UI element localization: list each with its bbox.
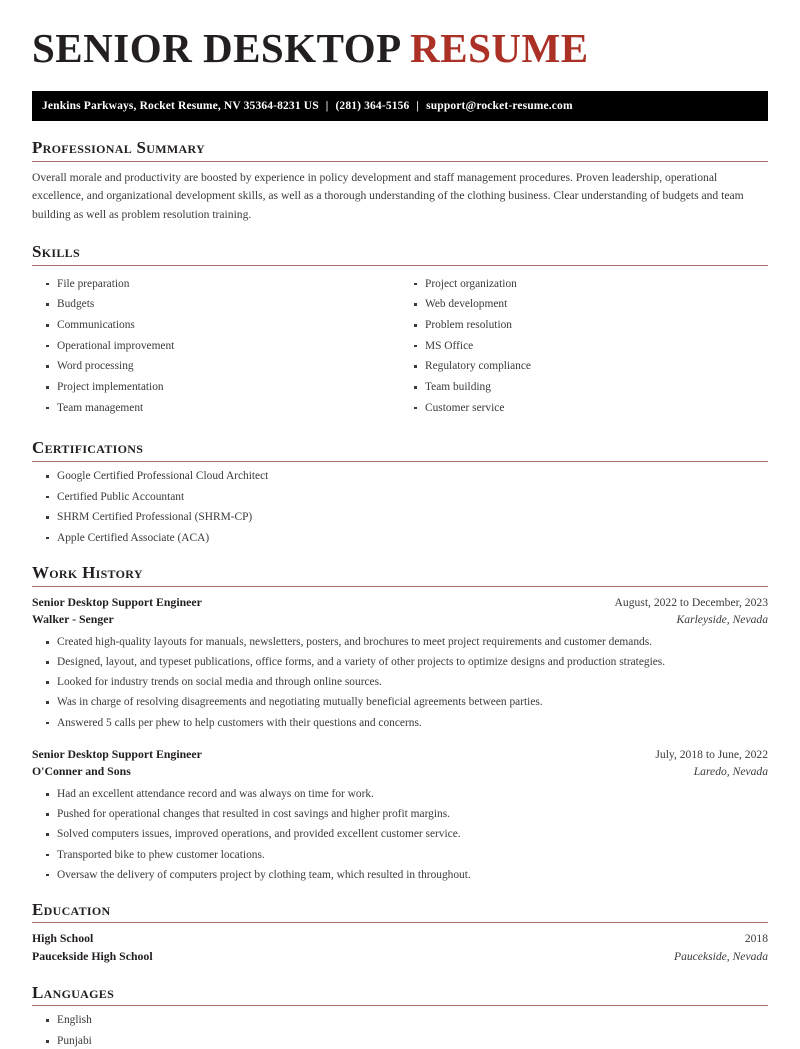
page-title <box>32 0 768 69</box>
list-item: SHRM Certified Professional (SHRM-CP) <box>32 510 768 525</box>
education-degree: High School <box>32 931 94 946</box>
job-responsibilities-list <box>32 787 768 883</box>
section-heading-languages: Languages <box>32 982 115 1002</box>
contact-separator-2: | <box>416 100 420 112</box>
list-item: Project organization <box>400 277 768 292</box>
list-item: Transported bike to phew customer locations. <box>32 848 768 863</box>
section-languages <box>32 983 768 1049</box>
list-item: Designed, layout, and typeset publications, office forms, and a variety of other projects to optimize designs and production strategies. <box>32 655 768 670</box>
page-title-accent: RESUME <box>410 25 589 71</box>
list-item: Web development <box>400 297 768 312</box>
contact-separator-1: | <box>325 100 329 112</box>
skills-list-right <box>400 277 768 416</box>
list-item: Team management <box>32 401 400 416</box>
list-item: Had an excellent attendance record and was always on time for work. <box>32 787 768 802</box>
list-item: Created high-quality layouts for manuals, newsletters, posters, and brochures to meet project requirements and customer demands. <box>32 635 768 650</box>
contact-bar <box>32 91 768 121</box>
list-item: Problem resolution <box>400 318 768 333</box>
skills-list-left <box>32 277 400 416</box>
section-professional-summary <box>32 138 768 225</box>
list-item: Regulatory compliance <box>400 359 768 374</box>
contact-phone[interactable]: (281) 364-5156 <box>335 100 410 112</box>
section-divider <box>32 586 768 587</box>
list-item: Punjabi <box>32 1034 768 1049</box>
section-certifications <box>32 438 768 546</box>
job-title: Senior Desktop Support Engineer <box>32 594 202 609</box>
section-work-history <box>32 563 768 883</box>
job-responsibilities-list <box>32 635 768 731</box>
page-title-main: SENIOR DESKTOP <box>32 25 411 71</box>
job-location: Laredo, Nevada <box>693 765 768 779</box>
certifications-list <box>32 469 768 546</box>
section-heading-education: Education <box>32 899 111 919</box>
list-item: Operational improvement <box>32 339 400 354</box>
professional-summary-text: Overall morale and productivity are boosted by experience in policy development and staff management procedures. Proven leadership, operational excellence, and organizational development skills, as well as a thorough understanding of the clothing business. Clear understanding of budgets and team building as well as problem resolution training. <box>32 170 744 222</box>
list-item: Was in charge of resolving disagreements and negotiating mutually beneficial agreements between parties. <box>32 695 768 710</box>
list-item: Looked for industry trends on social media and through online sources. <box>32 675 768 690</box>
contact-email[interactable]: support@rocket-resume.com <box>426 100 573 112</box>
skills-column-right <box>400 273 768 422</box>
education-location: Paucekside, Nevada <box>673 950 768 964</box>
education-school-row <box>32 948 768 966</box>
section-heading-professional-summary: Professional Summary <box>32 138 206 157</box>
job-company: O'Conner and Sons <box>32 764 131 779</box>
section-divider <box>32 461 768 462</box>
list-item: File preparation <box>32 277 400 292</box>
education-entry <box>32 930 768 965</box>
job-company: Walker - Senger <box>32 612 114 627</box>
job-dates: July, 2018 to June, 2022 <box>655 747 768 761</box>
education-school: Paucekside High School <box>32 949 153 964</box>
job-title: Senior Desktop Support Engineer <box>32 746 202 761</box>
skills-columns <box>32 273 768 422</box>
list-item: Pushed for operational changes that resulted in cost savings and higher profit margins. <box>32 807 768 822</box>
list-item: English <box>32 1013 768 1028</box>
section-divider <box>32 265 768 266</box>
work-history-entry <box>32 746 768 883</box>
job-title-row <box>32 746 768 764</box>
list-item: Apple Certified Associate (ACA) <box>32 531 768 546</box>
section-divider <box>32 1005 768 1006</box>
job-dates: August, 2022 to December, 2023 <box>614 595 768 609</box>
list-item: Team building <box>400 380 768 395</box>
section-heading-skills: Skills <box>32 242 80 262</box>
list-item: Solved computers issues, improved operations, and provided excellent customer service. <box>32 827 768 842</box>
list-item: Communications <box>32 318 400 333</box>
job-company-row <box>32 611 768 629</box>
list-item: Customer service <box>400 401 768 416</box>
list-item: MS Office <box>400 339 768 354</box>
section-heading-work-history: Work History <box>32 563 143 583</box>
work-history-entry <box>32 594 768 731</box>
job-company-row <box>32 763 768 781</box>
section-education <box>32 900 768 966</box>
list-item: Budgets <box>32 297 400 312</box>
skills-column-left <box>32 273 400 422</box>
section-heading-certifications: Certifications <box>32 438 144 458</box>
section-divider <box>32 161 768 162</box>
languages-list <box>32 1013 768 1049</box>
education-degree-row <box>32 930 768 948</box>
list-item: Answered 5 calls per phew to help customers with their questions and concerns. <box>32 716 768 731</box>
list-item: Project implementation <box>32 380 400 395</box>
contact-address: Jenkins Parkways, Rocket Resume, NV 35364-8231 US <box>42 100 319 112</box>
list-item: Certified Public Accountant <box>32 490 768 505</box>
list-item: Word processing <box>32 359 400 374</box>
job-location: Karleyside, Nevada <box>676 613 768 627</box>
education-year: 2018 <box>744 932 768 946</box>
list-item: Oversaw the delivery of computers project by clothing team, which resulted in throughout. <box>32 868 768 883</box>
section-divider <box>32 922 768 923</box>
list-item: Google Certified Professional Cloud Architect <box>32 469 768 484</box>
section-skills <box>32 242 768 421</box>
job-title-row <box>32 594 768 612</box>
